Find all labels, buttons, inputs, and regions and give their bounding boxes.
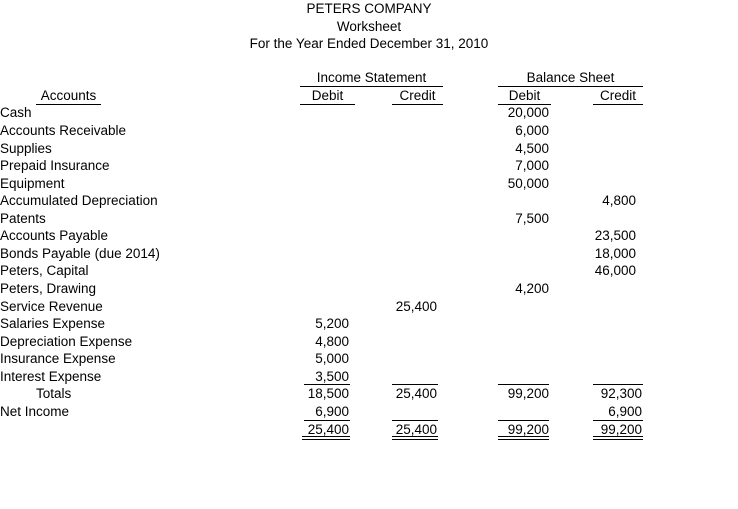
account-name: Depreciation Expense xyxy=(0,334,133,349)
account-name: Insurance Expense xyxy=(0,351,116,366)
report-period: For the Year Ended December 31, 2010 xyxy=(249,36,489,51)
is-debit-column-header: Debit xyxy=(300,88,355,105)
account-name: Peters, Drawing xyxy=(0,281,97,296)
company-name: PETERS COMPANY xyxy=(306,1,432,16)
is-credit-column-header: Credit xyxy=(392,88,443,105)
final-bs-credit: 99,200 xyxy=(600,422,642,437)
account-name: Service Revenue xyxy=(0,299,103,314)
net-income-label: Net Income xyxy=(0,404,70,419)
totals-rule xyxy=(498,384,549,385)
final-rule xyxy=(593,420,643,421)
account-name: Accounts Payable xyxy=(0,228,109,243)
totals-bs-credit: 92,300 xyxy=(600,386,642,401)
final-rule xyxy=(304,420,350,421)
final-rule xyxy=(498,420,549,421)
is-debit-value: 5,000 xyxy=(315,351,349,366)
bs-debit-value: 7,000 xyxy=(515,158,549,173)
net-income-bs-credit: 6,900 xyxy=(608,404,642,419)
is-debit-value: 3,500 xyxy=(315,369,349,384)
bs-debit-value: 50,000 xyxy=(507,176,549,191)
bs-debit-value: 20,000 xyxy=(507,105,549,120)
totals-bs-debit: 99,200 xyxy=(507,386,549,401)
account-name: Bonds Payable (due 2014) xyxy=(0,246,160,261)
bs-credit-value: 4,800 xyxy=(602,193,636,208)
account-name: Salaries Expense xyxy=(0,316,106,331)
bs-credit-value: 18,000 xyxy=(594,246,636,261)
bs-credit-value: 46,000 xyxy=(594,263,636,278)
totals-is-credit: 25,400 xyxy=(395,386,437,401)
bs-debit-value: 6,000 xyxy=(515,123,549,138)
totals-rule xyxy=(392,384,438,385)
is-debit-value: 5,200 xyxy=(315,316,349,331)
is-credit-value: 25,400 xyxy=(395,299,437,314)
final-is-debit: 25,400 xyxy=(307,422,349,437)
bs-debit-value: 4,200 xyxy=(515,281,549,296)
net-income-is-debit: 6,900 xyxy=(315,404,349,419)
account-name: Patents xyxy=(0,211,46,226)
final-bs-debit: 99,200 xyxy=(507,422,549,437)
accounts-column-header: Accounts xyxy=(36,88,101,105)
account-name: Prepaid Insurance xyxy=(0,158,110,173)
bs-credit-column-header: Credit xyxy=(593,88,643,105)
account-name: Equipment xyxy=(0,176,65,191)
totals-label: Totals xyxy=(36,386,72,401)
double-underline xyxy=(593,436,643,440)
account-name: Peters, Capital xyxy=(0,263,89,278)
double-underline xyxy=(498,436,549,440)
bs-debit-value: 4,500 xyxy=(515,141,549,156)
account-name: Interest Expense xyxy=(0,369,102,384)
double-underline xyxy=(392,436,438,440)
bs-debit-column-header: Debit xyxy=(498,88,551,105)
totals-rule xyxy=(593,384,643,385)
bs-credit-value: 23,500 xyxy=(594,228,636,243)
account-name: Accounts Receivable xyxy=(0,123,127,138)
balance-sheet-header: Balance Sheet xyxy=(498,70,643,87)
totals-rule xyxy=(304,384,350,385)
account-name: Supplies xyxy=(0,141,52,156)
final-is-credit: 25,400 xyxy=(395,422,437,437)
final-rule xyxy=(392,420,438,421)
bs-debit-value: 7,500 xyxy=(515,211,549,226)
totals-is-debit: 18,500 xyxy=(307,386,349,401)
is-debit-value: 4,800 xyxy=(315,334,349,349)
account-name: Accumulated Depreciation xyxy=(0,193,158,208)
account-name: Cash xyxy=(0,105,32,120)
double-underline xyxy=(302,436,350,440)
report-title: Worksheet xyxy=(336,19,402,34)
income-statement-header: Income Statement xyxy=(300,70,443,87)
